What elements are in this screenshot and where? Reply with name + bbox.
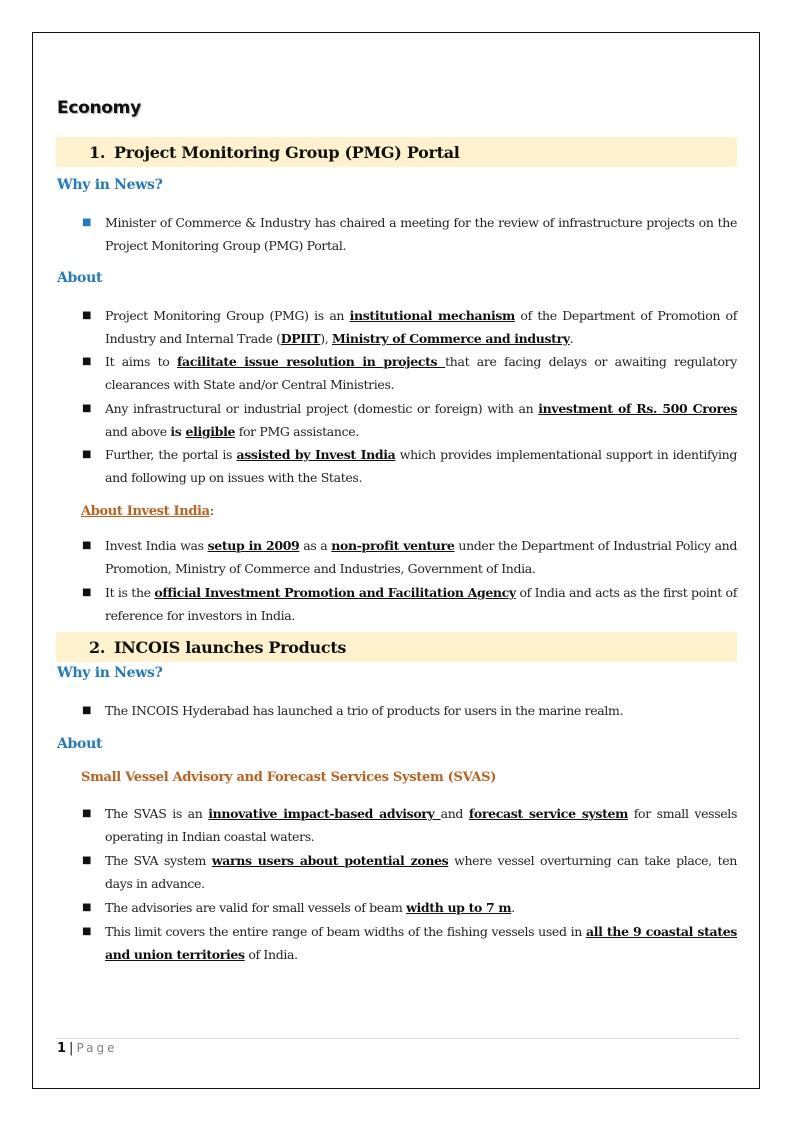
list-item: ■ The advisories are valid for small vessels of beam width up to 7 m. — [105, 896, 737, 919]
invest-india-heading: About Invest India: — [81, 504, 214, 519]
svas-heading: Small Vessel Advisory and Forecast Services System (SVAS) — [81, 770, 497, 785]
bullet-icon: ■ — [82, 902, 92, 913]
topic-1-why-heading: Why in News? — [57, 177, 163, 193]
list-item: ■ Any infrastructural or industrial project (domestic or foreign) with an investment of Rs. 500 Crores and above is eligible for PMG assistance. — [105, 397, 737, 443]
list-item: ■ The INCOIS Hyderabad has launched a trio of products for users in the marine realm. — [105, 699, 737, 722]
list-item: ■ The SVA system warns users about potential zones where vessel overturning can take place, ten days in advance. — [105, 849, 737, 895]
topic-1-heading: 1. Project Monitoring Group (PMG) Portal — [89, 143, 460, 162]
page-footer: 1 | Page — [57, 1041, 118, 1056]
bullet-icon: ■ — [82, 808, 92, 819]
bullet-icon: ■ — [82, 705, 92, 716]
footer-divider — [56, 1038, 740, 1039]
list-item: ■ The SVAS is an innovative impact-based advisory and forecast service system for small vessels operating in Indian coastal waters. — [105, 802, 737, 848]
topic-2-why-heading: Why in News? — [57, 665, 163, 681]
list-item: ■ It aims to facilitate issue resolution in projects that are facing delays or awaiting regulatory clearances with State and/or Central Ministries. — [105, 350, 737, 396]
bullet-icon: ■ — [82, 449, 92, 460]
bullet-icon: ■ — [82, 310, 92, 321]
topic-2-about-heading: About — [57, 736, 103, 752]
page-label: Page — [76, 1041, 118, 1055]
list-item: ■ It is the official Investment Promotion and Facilitation Agency of India and acts as the first point of reference for investors in India. — [105, 581, 737, 627]
bullet-icon: ■ — [82, 926, 92, 937]
bullet-icon: ■ — [82, 403, 92, 414]
bullet-icon: ■ — [82, 855, 92, 866]
topic-1-heading-band — [56, 137, 737, 167]
list-item: ■ Further, the portal is assisted by Invest India which provides implementational support in identifying and following up on issues with the States. — [105, 443, 737, 489]
topic-1-about-heading: About — [57, 270, 103, 286]
topic-2-heading: 2. INCOIS launches Products — [89, 638, 347, 657]
section-title: Economy — [57, 98, 141, 118]
list-item: ■ Minister of Commerce & Industry has chaired a meeting for the review of infrastructure projects on the Project Monitoring Group (PMG) Portal. — [105, 211, 737, 257]
list-item: ■ This limit covers the entire range of beam widths of the fishing vessels used in all the 9 coastal states and union territories of India. — [105, 920, 737, 966]
list-item: ■ Invest India was setup in 2009 as a non-profit venture under the Department of Industrial Policy and Promotion, Ministry of Commerce and Industries, Government of India. — [105, 534, 737, 580]
topic-2-heading-band — [56, 632, 737, 662]
bullet-icon: ■ — [82, 217, 92, 228]
bullet-icon: ■ — [82, 356, 92, 367]
page-number: 1 — [57, 1041, 67, 1056]
bullet-icon: ■ — [82, 587, 92, 598]
bullet-icon: ■ — [82, 540, 92, 551]
list-item: ■ Project Monitoring Group (PMG) is an institutional mechanism of the Department of Promotion of Industry and Internal Trade (DPIIT), Ministry of Commerce and industry. — [105, 304, 737, 350]
